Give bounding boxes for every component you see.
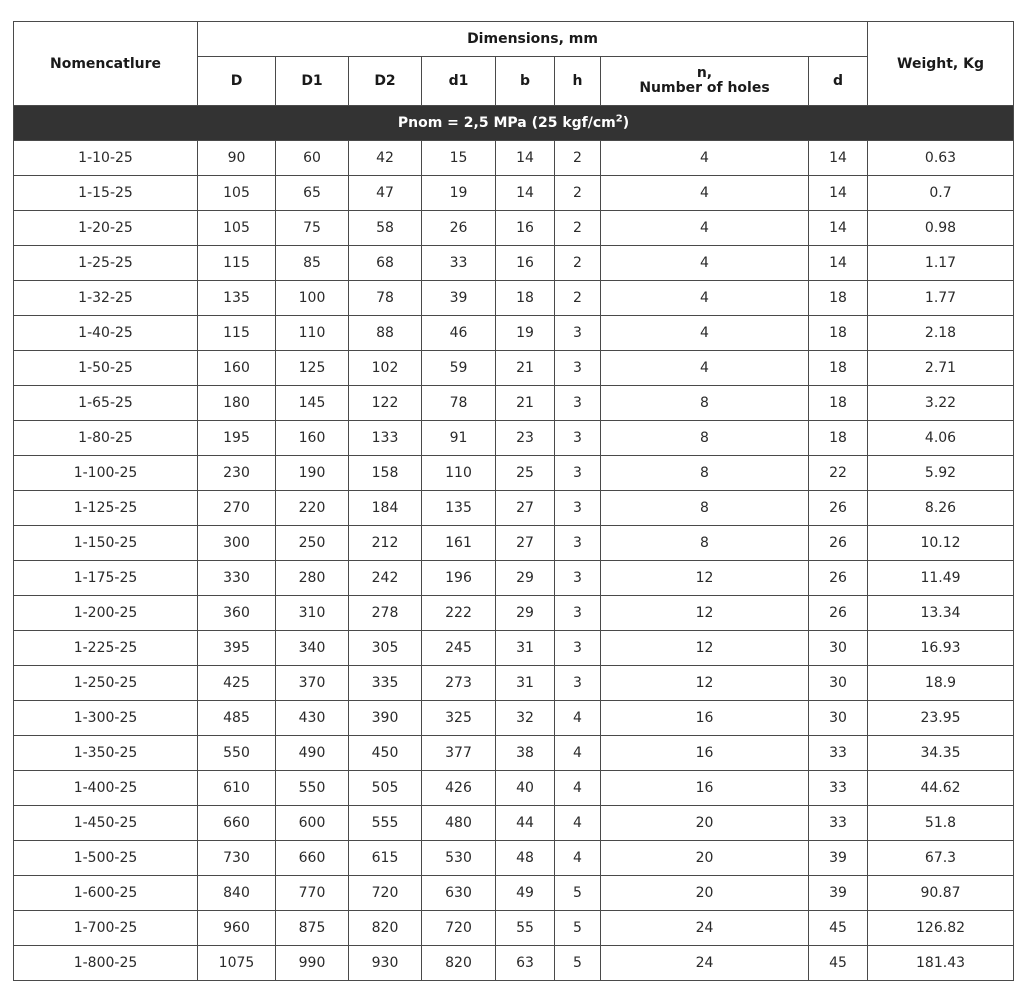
cell-d: 105 bbox=[198, 211, 276, 246]
cell-name: 1-700-25 bbox=[14, 911, 198, 946]
cell-weight: 126.82 bbox=[868, 911, 1014, 946]
cell-name: 1-65-25 bbox=[14, 386, 198, 421]
cell-n: 24 bbox=[601, 946, 809, 981]
cell-d2: 102 bbox=[349, 351, 422, 386]
header-col-n bbox=[601, 57, 809, 106]
cell-d: 395 bbox=[198, 631, 276, 666]
cell-weight: 90.87 bbox=[868, 876, 1014, 911]
cell-b: 27 bbox=[496, 491, 555, 526]
cell-h: 4 bbox=[555, 701, 601, 736]
cell-b: 21 bbox=[496, 351, 555, 386]
cell-h: 3 bbox=[555, 596, 601, 631]
cell-n: 24 bbox=[601, 911, 809, 946]
cell-b: 63 bbox=[496, 946, 555, 981]
cell-name: 1-125-25 bbox=[14, 491, 198, 526]
flange-dimensions-table bbox=[13, 21, 1014, 981]
table-header bbox=[14, 22, 1014, 106]
cell-d1: 720 bbox=[422, 911, 496, 946]
cell-d1: 65 bbox=[276, 176, 349, 211]
cell-weight: 44.62 bbox=[868, 771, 1014, 806]
cell-d2: 390 bbox=[349, 701, 422, 736]
cell-d: 14 bbox=[809, 211, 868, 246]
cell-weight: 1.17 bbox=[868, 246, 1014, 281]
cell-d2: 58 bbox=[349, 211, 422, 246]
cell-weight: 34.35 bbox=[868, 736, 1014, 771]
cell-n: 8 bbox=[601, 421, 809, 456]
cell-weight: 0.7 bbox=[868, 176, 1014, 211]
cell-h: 3 bbox=[555, 386, 601, 421]
table-row bbox=[14, 806, 1014, 841]
cell-d: 18 bbox=[809, 281, 868, 316]
cell-weight: 0.98 bbox=[868, 211, 1014, 246]
cell-h: 2 bbox=[555, 141, 601, 176]
cell-d: 33 bbox=[809, 771, 868, 806]
cell-weight: 1.77 bbox=[868, 281, 1014, 316]
cell-weight: 2.18 bbox=[868, 316, 1014, 351]
cell-weight: 18.9 bbox=[868, 666, 1014, 701]
table-row bbox=[14, 631, 1014, 666]
cell-d: 660 bbox=[198, 806, 276, 841]
cell-n: 8 bbox=[601, 386, 809, 421]
cell-h: 2 bbox=[555, 246, 601, 281]
cell-d1: 39 bbox=[422, 281, 496, 316]
cell-d1: 480 bbox=[422, 806, 496, 841]
table-row bbox=[14, 701, 1014, 736]
pressure-band-text: Pnom = 2,5 MPa (25 kgf/cm bbox=[397, 115, 616, 131]
table-row bbox=[14, 316, 1014, 351]
cell-n: 12 bbox=[601, 631, 809, 666]
table-row bbox=[14, 421, 1014, 456]
cell-d1: 26 bbox=[422, 211, 496, 246]
header-col-h: h bbox=[555, 57, 601, 106]
table-row bbox=[14, 736, 1014, 771]
cell-d2: 212 bbox=[349, 526, 422, 561]
cell-h: 5 bbox=[555, 876, 601, 911]
table-row bbox=[14, 526, 1014, 561]
cell-b: 29 bbox=[496, 596, 555, 631]
cell-d1: 430 bbox=[276, 701, 349, 736]
cell-n: 16 bbox=[601, 736, 809, 771]
cell-d: 550 bbox=[198, 736, 276, 771]
cell-d1: 550 bbox=[276, 771, 349, 806]
cell-n: 8 bbox=[601, 456, 809, 491]
cell-name: 1-25-25 bbox=[14, 246, 198, 281]
cell-d2: 615 bbox=[349, 841, 422, 876]
cell-d1: 220 bbox=[276, 491, 349, 526]
cell-d1: 196 bbox=[422, 561, 496, 596]
cell-d1: 110 bbox=[276, 316, 349, 351]
cell-d: 840 bbox=[198, 876, 276, 911]
cell-b: 14 bbox=[496, 141, 555, 176]
cell-b: 32 bbox=[496, 701, 555, 736]
cell-h: 4 bbox=[555, 736, 601, 771]
cell-b: 19 bbox=[496, 316, 555, 351]
table-row bbox=[14, 141, 1014, 176]
cell-d1: 135 bbox=[422, 491, 496, 526]
table-body bbox=[14, 106, 1014, 981]
cell-b: 38 bbox=[496, 736, 555, 771]
cell-n: 4 bbox=[601, 281, 809, 316]
cell-weight: 2.71 bbox=[868, 351, 1014, 386]
cell-d2: 305 bbox=[349, 631, 422, 666]
table-row bbox=[14, 351, 1014, 386]
cell-d1: 325 bbox=[422, 701, 496, 736]
cell-d1: 377 bbox=[422, 736, 496, 771]
cell-d2: 242 bbox=[349, 561, 422, 596]
cell-b: 18 bbox=[496, 281, 555, 316]
cell-n: 16 bbox=[601, 771, 809, 806]
cell-name: 1-50-25 bbox=[14, 351, 198, 386]
header-row-top bbox=[14, 22, 1014, 57]
cell-d1: 125 bbox=[276, 351, 349, 386]
cell-h: 2 bbox=[555, 176, 601, 211]
cell-n: 20 bbox=[601, 806, 809, 841]
cell-d: 45 bbox=[809, 946, 868, 981]
cell-b: 40 bbox=[496, 771, 555, 806]
header-col-b: b bbox=[496, 57, 555, 106]
cell-d: 22 bbox=[809, 456, 868, 491]
cell-d2: 184 bbox=[349, 491, 422, 526]
cell-d: 135 bbox=[198, 281, 276, 316]
cell-name: 1-225-25 bbox=[14, 631, 198, 666]
table-row bbox=[14, 386, 1014, 421]
cell-h: 3 bbox=[555, 491, 601, 526]
cell-d1: 990 bbox=[276, 946, 349, 981]
table-row bbox=[14, 946, 1014, 981]
cell-b: 31 bbox=[496, 631, 555, 666]
cell-d: 960 bbox=[198, 911, 276, 946]
cell-d1: 161 bbox=[422, 526, 496, 561]
cell-name: 1-400-25 bbox=[14, 771, 198, 806]
cell-name: 1-450-25 bbox=[14, 806, 198, 841]
cell-h: 3 bbox=[555, 631, 601, 666]
cell-d: 26 bbox=[809, 526, 868, 561]
cell-name: 1-20-25 bbox=[14, 211, 198, 246]
cell-d: 45 bbox=[809, 911, 868, 946]
cell-weight: 4.06 bbox=[868, 421, 1014, 456]
cell-d: 33 bbox=[809, 806, 868, 841]
table-row bbox=[14, 246, 1014, 281]
cell-b: 27 bbox=[496, 526, 555, 561]
cell-d1: 250 bbox=[276, 526, 349, 561]
table-row bbox=[14, 491, 1014, 526]
header-dimensions: Dimensions, mm bbox=[198, 22, 868, 57]
table-row bbox=[14, 211, 1014, 246]
cell-d1: 340 bbox=[276, 631, 349, 666]
cell-name: 1-10-25 bbox=[14, 141, 198, 176]
cell-d1: 426 bbox=[422, 771, 496, 806]
cell-d2: 133 bbox=[349, 421, 422, 456]
header-col-d1: d1 bbox=[422, 57, 496, 106]
cell-weight: 5.92 bbox=[868, 456, 1014, 491]
cell-weight: 16.93 bbox=[868, 631, 1014, 666]
cell-h: 4 bbox=[555, 806, 601, 841]
cell-h: 3 bbox=[555, 561, 601, 596]
cell-name: 1-250-25 bbox=[14, 666, 198, 701]
cell-d1: 630 bbox=[422, 876, 496, 911]
cell-d1: 245 bbox=[422, 631, 496, 666]
cell-d2: 122 bbox=[349, 386, 422, 421]
cell-d2: 68 bbox=[349, 246, 422, 281]
table-row bbox=[14, 456, 1014, 491]
cell-h: 2 bbox=[555, 281, 601, 316]
header-col-D1: D1 bbox=[276, 57, 349, 106]
cell-d: 30 bbox=[809, 631, 868, 666]
cell-d1: 46 bbox=[422, 316, 496, 351]
cell-d: 18 bbox=[809, 316, 868, 351]
pressure-band-superscript: 2 bbox=[615, 113, 623, 125]
cell-b: 29 bbox=[496, 561, 555, 596]
cell-n: 12 bbox=[601, 561, 809, 596]
cell-d: 14 bbox=[809, 141, 868, 176]
cell-b: 16 bbox=[496, 211, 555, 246]
cell-d1: 100 bbox=[276, 281, 349, 316]
cell-d1: 530 bbox=[422, 841, 496, 876]
cell-h: 3 bbox=[555, 456, 601, 491]
cell-d: 30 bbox=[809, 666, 868, 701]
cell-n: 4 bbox=[601, 351, 809, 386]
cell-d: 485 bbox=[198, 701, 276, 736]
cell-d2: 335 bbox=[349, 666, 422, 701]
cell-b: 48 bbox=[496, 841, 555, 876]
cell-d: 360 bbox=[198, 596, 276, 631]
cell-d2: 88 bbox=[349, 316, 422, 351]
cell-d: 33 bbox=[809, 736, 868, 771]
cell-b: 14 bbox=[496, 176, 555, 211]
cell-name: 1-40-25 bbox=[14, 316, 198, 351]
cell-d1: 33 bbox=[422, 246, 496, 281]
table-row bbox=[14, 281, 1014, 316]
cell-d: 90 bbox=[198, 141, 276, 176]
table-row bbox=[14, 596, 1014, 631]
cell-d: 300 bbox=[198, 526, 276, 561]
cell-d: 14 bbox=[809, 246, 868, 281]
pressure-band-close: ) bbox=[622, 115, 630, 131]
cell-d2: 47 bbox=[349, 176, 422, 211]
cell-d: 18 bbox=[809, 421, 868, 456]
cell-b: 23 bbox=[496, 421, 555, 456]
cell-b: 31 bbox=[496, 666, 555, 701]
cell-d2: 505 bbox=[349, 771, 422, 806]
header-col-D: D bbox=[198, 57, 276, 106]
cell-d2: 78 bbox=[349, 281, 422, 316]
cell-d2: 930 bbox=[349, 946, 422, 981]
cell-n: 12 bbox=[601, 596, 809, 631]
cell-n: 20 bbox=[601, 876, 809, 911]
cell-n: 12 bbox=[601, 666, 809, 701]
cell-h: 3 bbox=[555, 526, 601, 561]
cell-name: 1-100-25 bbox=[14, 456, 198, 491]
cell-b: 25 bbox=[496, 456, 555, 491]
cell-d: 26 bbox=[809, 491, 868, 526]
cell-name: 1-800-25 bbox=[14, 946, 198, 981]
cell-d2: 820 bbox=[349, 911, 422, 946]
cell-h: 3 bbox=[555, 666, 601, 701]
cell-d1: 75 bbox=[276, 211, 349, 246]
cell-d: 105 bbox=[198, 176, 276, 211]
cell-d1: 110 bbox=[422, 456, 496, 491]
cell-name: 1-32-25 bbox=[14, 281, 198, 316]
cell-d1: 60 bbox=[276, 141, 349, 176]
cell-d2: 450 bbox=[349, 736, 422, 771]
cell-d: 425 bbox=[198, 666, 276, 701]
cell-d: 18 bbox=[809, 351, 868, 386]
pressure-band bbox=[14, 106, 1014, 141]
cell-n: 4 bbox=[601, 211, 809, 246]
cell-d1: 770 bbox=[276, 876, 349, 911]
cell-n: 20 bbox=[601, 841, 809, 876]
flange-dimensions-sheet bbox=[13, 21, 1013, 981]
cell-d1: 78 bbox=[422, 386, 496, 421]
cell-d2: 278 bbox=[349, 596, 422, 631]
cell-n: 4 bbox=[601, 176, 809, 211]
cell-b: 44 bbox=[496, 806, 555, 841]
table-row bbox=[14, 911, 1014, 946]
cell-d: 195 bbox=[198, 421, 276, 456]
cell-name: 1-15-25 bbox=[14, 176, 198, 211]
cell-weight: 10.12 bbox=[868, 526, 1014, 561]
cell-d: 26 bbox=[809, 596, 868, 631]
cell-d: 115 bbox=[198, 246, 276, 281]
cell-d1: 91 bbox=[422, 421, 496, 456]
cell-n: 16 bbox=[601, 701, 809, 736]
cell-b: 55 bbox=[496, 911, 555, 946]
cell-name: 1-175-25 bbox=[14, 561, 198, 596]
cell-n: 4 bbox=[601, 141, 809, 176]
cell-h: 3 bbox=[555, 351, 601, 386]
cell-d: 160 bbox=[198, 351, 276, 386]
cell-d: 39 bbox=[809, 876, 868, 911]
cell-h: 4 bbox=[555, 841, 601, 876]
cell-d2: 720 bbox=[349, 876, 422, 911]
cell-b: 21 bbox=[496, 386, 555, 421]
cell-d: 330 bbox=[198, 561, 276, 596]
header-col-D2: D2 bbox=[349, 57, 422, 106]
cell-name: 1-200-25 bbox=[14, 596, 198, 631]
pressure-band-row bbox=[14, 106, 1014, 141]
cell-name: 1-350-25 bbox=[14, 736, 198, 771]
cell-d: 14 bbox=[809, 176, 868, 211]
cell-b: 16 bbox=[496, 246, 555, 281]
cell-d1: 660 bbox=[276, 841, 349, 876]
header-col-n-label: Number of holes bbox=[639, 80, 770, 96]
header-weight: Weight, Kg bbox=[868, 22, 1014, 106]
cell-d1: 19 bbox=[422, 176, 496, 211]
cell-d1: 85 bbox=[276, 246, 349, 281]
cell-h: 3 bbox=[555, 421, 601, 456]
cell-d1: 490 bbox=[276, 736, 349, 771]
cell-d1: 280 bbox=[276, 561, 349, 596]
cell-d2: 42 bbox=[349, 141, 422, 176]
cell-weight: 0.63 bbox=[868, 141, 1014, 176]
cell-weight: 67.3 bbox=[868, 841, 1014, 876]
cell-d1: 600 bbox=[276, 806, 349, 841]
cell-d: 39 bbox=[809, 841, 868, 876]
cell-n: 4 bbox=[601, 246, 809, 281]
cell-d1: 145 bbox=[276, 386, 349, 421]
cell-d1: 875 bbox=[276, 911, 349, 946]
table-row bbox=[14, 771, 1014, 806]
cell-d1: 273 bbox=[422, 666, 496, 701]
cell-n: 8 bbox=[601, 491, 809, 526]
cell-d: 1075 bbox=[198, 946, 276, 981]
cell-d: 18 bbox=[809, 386, 868, 421]
cell-h: 2 bbox=[555, 211, 601, 246]
cell-d: 230 bbox=[198, 456, 276, 491]
cell-h: 4 bbox=[555, 771, 601, 806]
cell-weight: 23.95 bbox=[868, 701, 1014, 736]
cell-h: 3 bbox=[555, 316, 601, 351]
cell-d: 730 bbox=[198, 841, 276, 876]
cell-weight: 51.8 bbox=[868, 806, 1014, 841]
table-row bbox=[14, 666, 1014, 701]
cell-d1: 370 bbox=[276, 666, 349, 701]
cell-weight: 13.34 bbox=[868, 596, 1014, 631]
cell-weight: 8.26 bbox=[868, 491, 1014, 526]
cell-name: 1-600-25 bbox=[14, 876, 198, 911]
cell-h: 5 bbox=[555, 946, 601, 981]
cell-d: 270 bbox=[198, 491, 276, 526]
header-col-n-symbol: n, bbox=[696, 65, 713, 81]
cell-b: 49 bbox=[496, 876, 555, 911]
cell-d1: 15 bbox=[422, 141, 496, 176]
cell-d1: 190 bbox=[276, 456, 349, 491]
cell-name: 1-150-25 bbox=[14, 526, 198, 561]
cell-d2: 158 bbox=[349, 456, 422, 491]
cell-d1: 310 bbox=[276, 596, 349, 631]
table-row bbox=[14, 176, 1014, 211]
cell-name: 1-300-25 bbox=[14, 701, 198, 736]
cell-h: 5 bbox=[555, 911, 601, 946]
cell-weight: 181.43 bbox=[868, 946, 1014, 981]
cell-d1: 160 bbox=[276, 421, 349, 456]
header-col-d: d bbox=[809, 57, 868, 106]
cell-name: 1-80-25 bbox=[14, 421, 198, 456]
cell-d: 115 bbox=[198, 316, 276, 351]
cell-d: 610 bbox=[198, 771, 276, 806]
cell-d1: 59 bbox=[422, 351, 496, 386]
cell-name: 1-500-25 bbox=[14, 841, 198, 876]
table-row bbox=[14, 876, 1014, 911]
table-row bbox=[14, 841, 1014, 876]
cell-weight: 11.49 bbox=[868, 561, 1014, 596]
cell-d: 26 bbox=[809, 561, 868, 596]
cell-d: 30 bbox=[809, 701, 868, 736]
table-row bbox=[14, 561, 1014, 596]
cell-d: 180 bbox=[198, 386, 276, 421]
cell-n: 4 bbox=[601, 316, 809, 351]
cell-d1: 820 bbox=[422, 946, 496, 981]
cell-d2: 555 bbox=[349, 806, 422, 841]
cell-d1: 222 bbox=[422, 596, 496, 631]
header-nomenclature: Nomencatlure bbox=[14, 22, 198, 106]
cell-n: 8 bbox=[601, 526, 809, 561]
cell-weight: 3.22 bbox=[868, 386, 1014, 421]
